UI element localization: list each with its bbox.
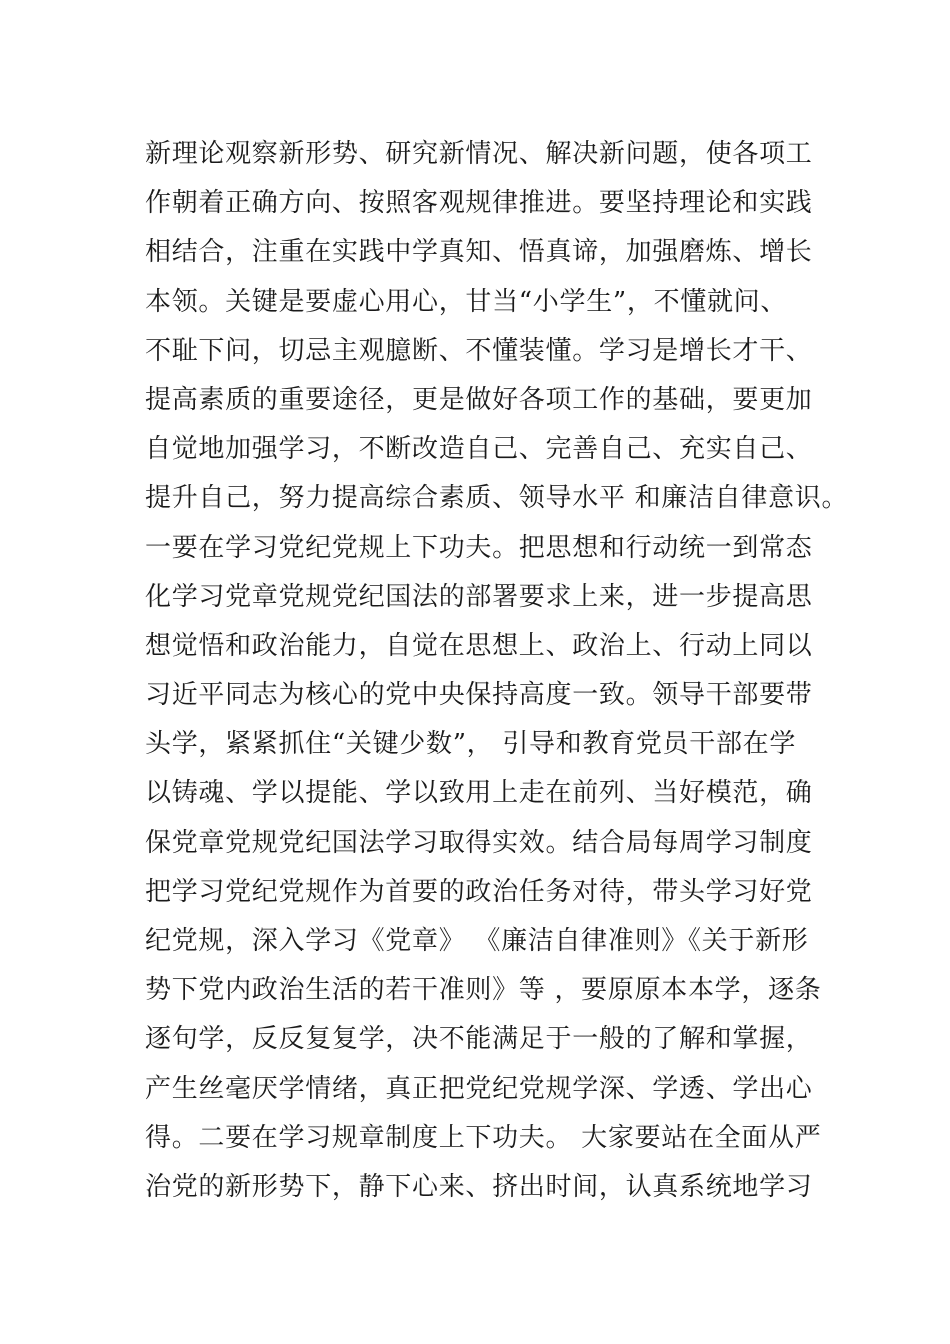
text-line: 作朝着正确方向、按照客观规律推进。要坚持理论和实践 xyxy=(145,188,813,219)
text-line: 保党章党规党纪国法学习取得实效。结合局每周学习制度 xyxy=(145,827,813,858)
text-line: 化学习党章党规党纪国法的部署要求上来，进一步提高思 xyxy=(145,581,813,612)
text-line: 治党的新形势下，静下心来、挤出时间，认真系统地学习 xyxy=(145,1171,813,1202)
text-line: 把学习党纪党规作为首要的政治任务对待，带头学习好党 xyxy=(145,876,813,907)
text-line: 本领。关键是要虚心用心，甘当“小学生”，不懂就问、 xyxy=(145,286,788,317)
text-line: 势下党内政治生活的若干准则》等 ，要原原本本学，逐条 xyxy=(145,975,822,1006)
text-line: 一要在学习党纪党规上下功夫。把思想和行动统一到常态 xyxy=(145,532,813,563)
text-line: 不耻下问，切忌主观臆断、不懂装懂。学习是增长才干、 xyxy=(145,335,813,366)
text-line: 产生丝毫厌学情绪，真正把党纪党规学深、学透、学出心 xyxy=(145,1073,813,1104)
text-line: 新理论观察新形势、研究新情况、解决新问题，使各项工 xyxy=(145,139,813,169)
text-line: 想觉悟和政治能力，自觉在思想上、政治上、行动上同以 xyxy=(145,630,813,661)
text-line: 提高素质的重要途径，更是做好各项工作的基础，要更加 xyxy=(145,384,813,415)
text-line: 相结合，注重在实践中学真知、悟真谛，加强磨炼、增长 xyxy=(145,237,813,268)
text-line: 习近平同志为核心的党中央保持高度一致。领导干部要带 xyxy=(145,680,813,711)
body-text xyxy=(145,130,849,1212)
text-line: 纪党规，深入学习《党章》 《廉洁自律准则》《关于新形 xyxy=(145,926,809,956)
text-line: 以铸魂、学以提能、学以致用上走在前列、当好模范，确 xyxy=(145,778,813,809)
text-line: 头学，紧紧抓住“关键少数”， 引导和教育党员干部在学 xyxy=(145,729,797,760)
text-line: 提升自己，努力提高综合素质、领导水平 和廉洁自律意识。 xyxy=(145,483,849,514)
text-line: 自觉地加强学习，不断改造自己、完善自己、充实自己、 xyxy=(145,434,813,465)
text-line: 得。二要在学习规章制度上下功夫。 大家要站在全面从严 xyxy=(145,1122,822,1153)
text-line: 逐句学，反反复复学，决不能满足于一般的了解和掌握， xyxy=(145,1024,813,1055)
